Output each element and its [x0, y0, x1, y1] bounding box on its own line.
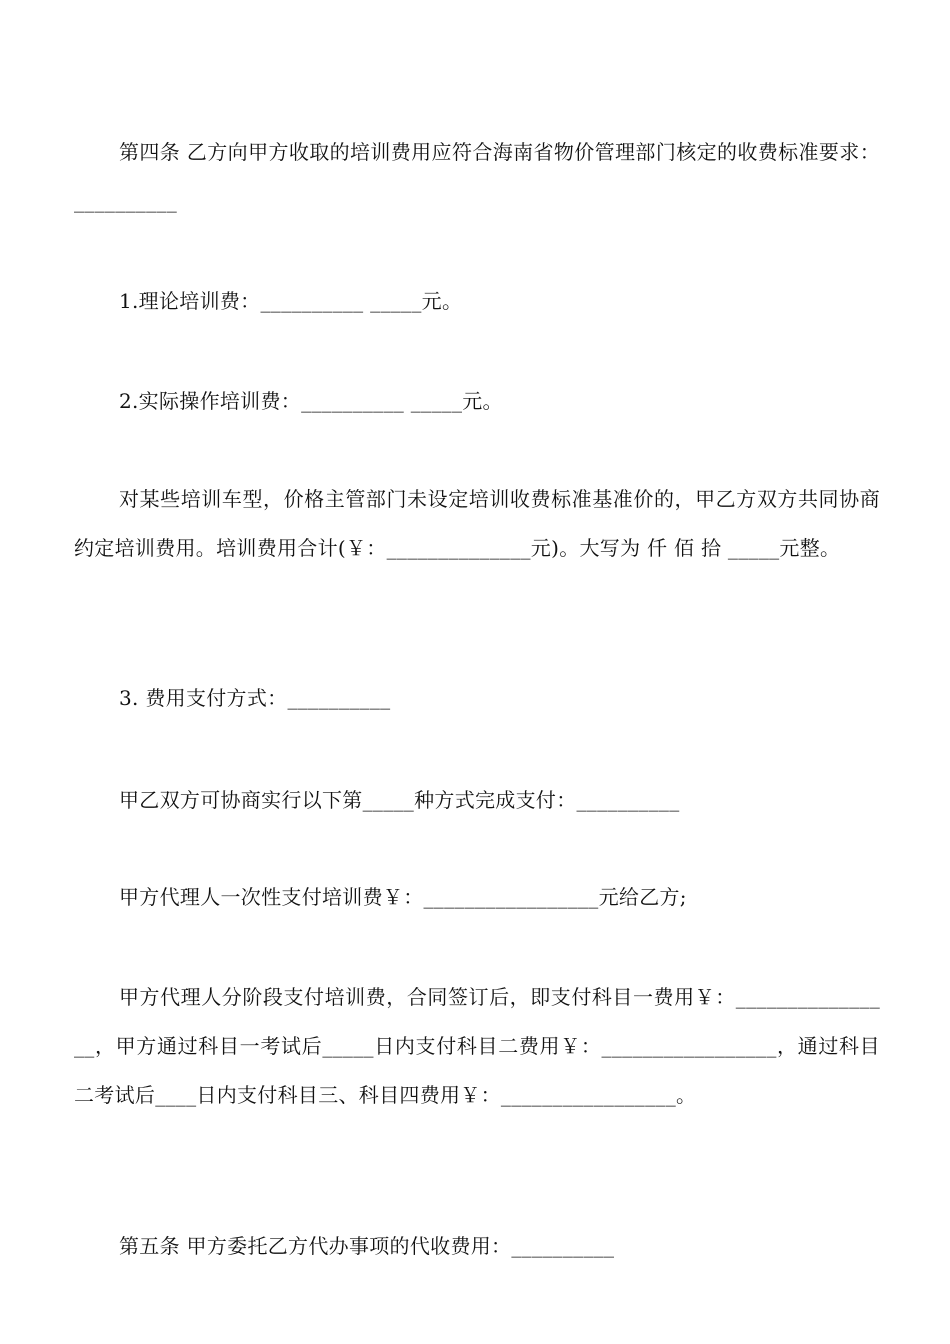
lump-sum-payment: 甲方代理人一次性支付培训费￥：_________________元给乙方;: [119, 885, 687, 909]
negotiated-fee-paragraph: 对某些培训车型，价格主管部门未设定培训收费标准基准价的，甲乙方双方共同协商约定培训费用。培训费用合计(￥：______________元)。大写为 仟 佰 拾 _____元整。: [74, 487, 880, 560]
installment-payment: 甲方代理人分阶段支付培训费，合同签订后，即支付科目一费用￥：________________，甲方通过科目一考试后_____日内支付科目二费用￥：_________________，通过科目二考试后____日内支付科目三、科目四费用￥：_________________。: [74, 985, 880, 1107]
article-5-agency-fees: 第五条 甲方委托乙方代办事项的代收费用：__________: [119, 1234, 615, 1258]
article-4-fee-standard: 第四条 乙方向甲方收取的培训费用应符合海南省物价管理部门核定的收费标准要求：__________: [74, 140, 880, 213]
payment-method: 3. 费用支付方式：__________: [119, 686, 391, 710]
practical-training-fee: 2.实际操作培训费：__________ _____元。: [119, 389, 503, 413]
theory-training-fee: 1.理论培训费：__________ _____元。: [119, 289, 463, 313]
payment-option-choice: 甲乙双方可协商实行以下第_____种方式完成支付：__________: [119, 788, 680, 812]
